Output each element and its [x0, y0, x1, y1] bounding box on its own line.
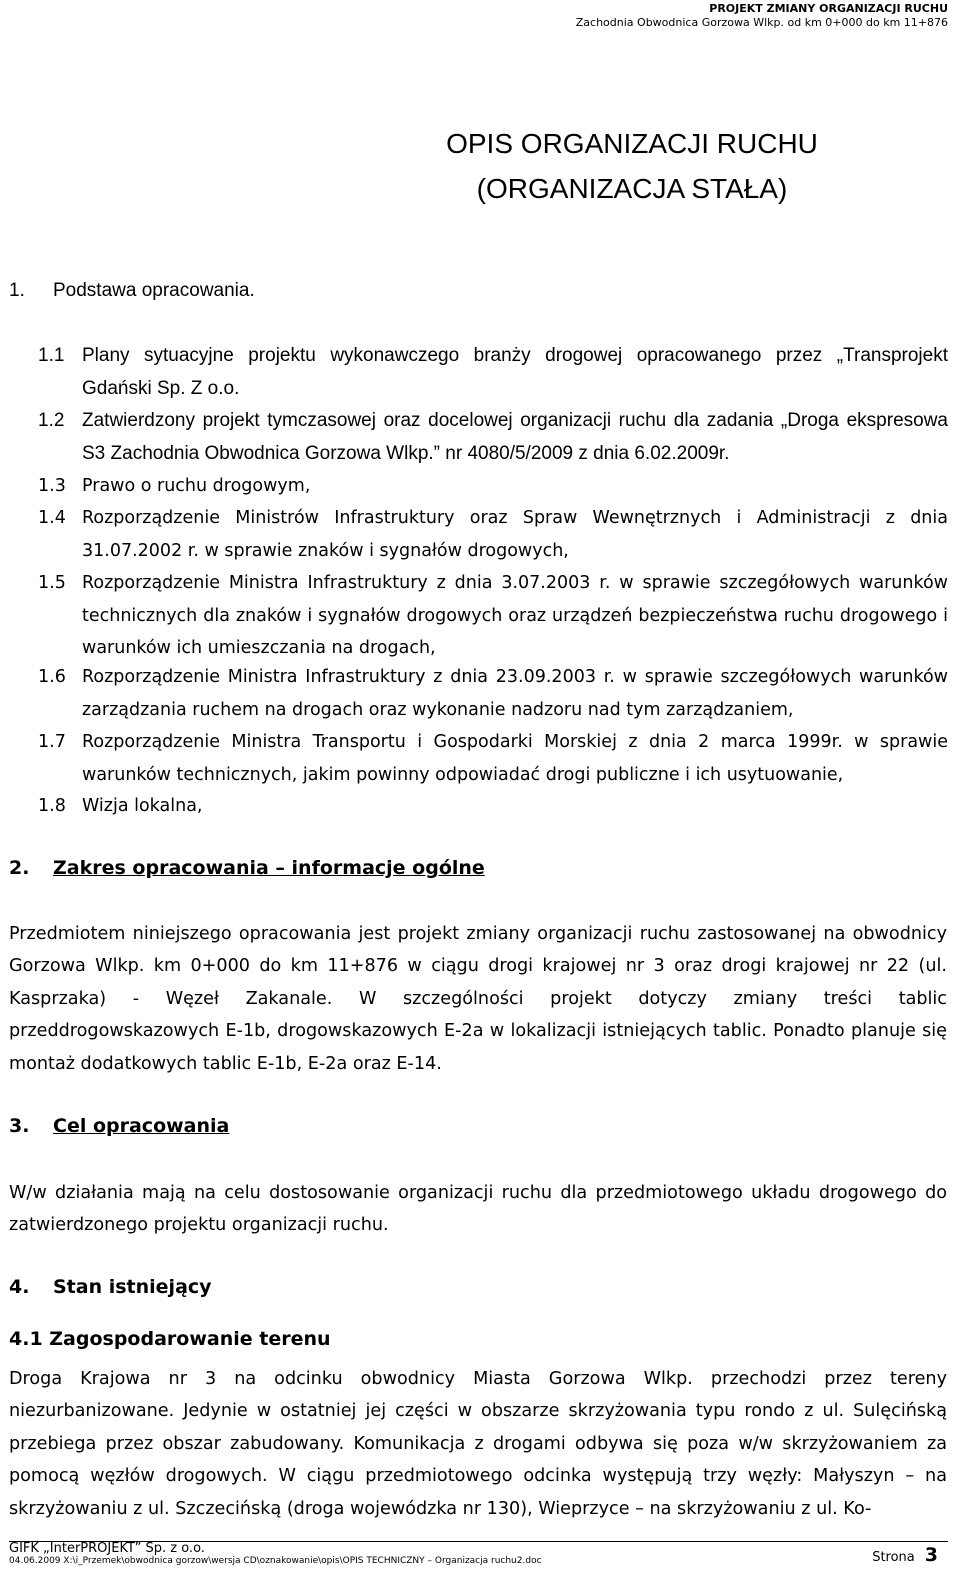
list-item-number: 1.3	[38, 476, 66, 496]
list-item-number: 1.8	[38, 796, 66, 816]
section-4-paragraph: Droga Krajowa nr 3 na odcinku obwodnicy Miasta Gorzowa Wlkp. przechodzi przez tereny niezurbanizowane. Jedynie w ostatniej jej części w obszarze skrzyżowania typu rondo z ul. Sulęcińską przebiega przez obszar zabudowany. Komunikacja z drogami odbywa się poza w/w skrzyżowaniem za pomocą węzłów drogowych. W ciągu przedmiotowego odcinka występują trzy węzły: Małyszyn – na skrzyżowaniu z ul. Szczecińską (droga wojewódzka nr 130), Wieprzyce – na skrzyżowaniu z ul. Ko-	[9, 1369, 947, 1519]
list-item-text: Rozporządzenie Ministra Transportu i Gospodarki Morskiej z dnia 2 marca 1999r. w sprawie warunków technicznych, jakim powinny odpowiadać drogi publiczne i ich usytuowanie,	[82, 732, 948, 785]
list-item-number: 1.2	[38, 410, 65, 431]
section-4-heading	[9, 1276, 212, 1298]
section-3-paragraph: W/w działania mają na celu dostosowanie organizacji ruchu dla przedmiotowego układu drogowego do zatwierdzonego projektu organizacji ruchu.	[9, 1183, 947, 1236]
list-item	[38, 502, 948, 567]
list-item-text: Prawo o ruchu drogowym,	[82, 476, 311, 496]
page-number: 3	[924, 1544, 938, 1566]
list-item-text: Wizja lokalna,	[82, 796, 203, 816]
list-item-number: 1.7	[38, 732, 66, 752]
list-item	[38, 405, 948, 470]
list-item	[38, 661, 948, 726]
section-2-heading	[9, 857, 485, 879]
section-4-title: Stan istniejący	[53, 1276, 212, 1298]
list-item-text: Zatwierdzony projekt tymczasowej oraz docelowej organizacji ruchu dla zadania „Droga ekspresowa S3 Zachodnia Obwodnica Gorzowa Wlkp.” nr 4080/5/2009 z dnia 6.02.2009r.	[82, 410, 948, 464]
section-4-number: 4.	[9, 1276, 30, 1298]
document-subtitle: (ORGANIZACJA STAŁA)	[476, 173, 788, 204]
header-title: PROJEKT ZMIANY ORGANIZACJI RUCHU	[709, 2, 948, 15]
page-indicator	[872, 1544, 938, 1566]
section-1-number: 1.	[9, 280, 25, 301]
list-item-number: 1.6	[38, 667, 66, 687]
list-item	[38, 567, 948, 665]
document-title: OPIS ORGANIZACJI RUCHU	[446, 128, 818, 159]
section-3-title: Cel opracowania	[53, 1115, 230, 1137]
section-4-1-heading: 4.1 Zagospodarowanie terenu	[9, 1328, 331, 1350]
list-item-number: 1.4	[38, 508, 66, 528]
section-2-number: 2.	[9, 857, 30, 879]
section-3-number: 3.	[9, 1115, 30, 1137]
list-item-text: Rozporządzenie Ministrów Infrastruktury oraz Spraw Wewnętrznych i Administracji z dnia 31.07.2002 r. w sprawie znaków i sygnałów drogowych,	[82, 508, 948, 561]
list-item-number: 1.1	[38, 345, 65, 366]
section-1-heading	[9, 280, 255, 302]
section-3-heading	[9, 1115, 229, 1137]
section-2-title: Zakres opracowania – informacje ogólne	[53, 857, 485, 879]
footer-company: GIFK „InterPROJEKT” Sp. z o.o.	[9, 1541, 205, 1556]
list-item	[38, 790, 948, 823]
footer-file-path: 04.06.2009 X:\i_Przemek\obwodnica gorzow\wersja CD\oznakowanie\opis\OPIS TECHNICZNY – Organizacja ruchu2.doc	[9, 1556, 542, 1566]
header-subtitle: Zachodnia Obwodnica Gorzowa Wlkp. od km 0+000 do km 11+876	[575, 16, 948, 29]
list-item	[38, 726, 948, 791]
list-item-text: Rozporządzenie Ministra Infrastruktury z dnia 3.07.2003 r. w sprawie szczegółowych warunków technicznych dla znaków i sygnałów drogowych oraz urządzeń bezpieczeństwa ruchu drogowego i warunków ich umieszczania na drogach,	[82, 573, 948, 659]
list-item	[38, 340, 948, 405]
list-item-text: Rozporządzenie Ministra Infrastruktury z dnia 23.09.2003 r. w sprawie szczegółowych warunków zarządzania ruchem na drogach oraz wykonanie nadzoru nad tym zarządzaniem,	[82, 667, 948, 720]
page-label: Strona	[872, 1550, 915, 1565]
list-item	[38, 470, 948, 503]
list-item-text: Plany sytuacyjne projektu wykonawczego branży drogowej opracowanego przez „Transprojekt Gdański Sp. Z o.o.	[82, 345, 948, 399]
section-2-paragraph: Przedmiotem niniejszego opracowania jest projekt zmiany organizacji ruchu zastosowanej na obwodnicy Gorzowa Wlkp. km 0+000 do km 11+876 w ciągu drogi krajowej nr 3 oraz drogi krajowej nr 22 (ul. Kasprzaka) - Węzeł Zakanale. W szczególności projekt dotyczy zmiany treści tablic przeddrogowskazowych E-1b, drogowskazowych E-2a w lokalizacji istniejących tablic. Ponadto planuje się montaż dodatkowych tablic E-1b, E-2a oraz E-14.	[9, 924, 947, 1074]
list-item-number: 1.5	[38, 573, 66, 593]
section-1-title: Podstawa opracowania.	[53, 280, 255, 301]
